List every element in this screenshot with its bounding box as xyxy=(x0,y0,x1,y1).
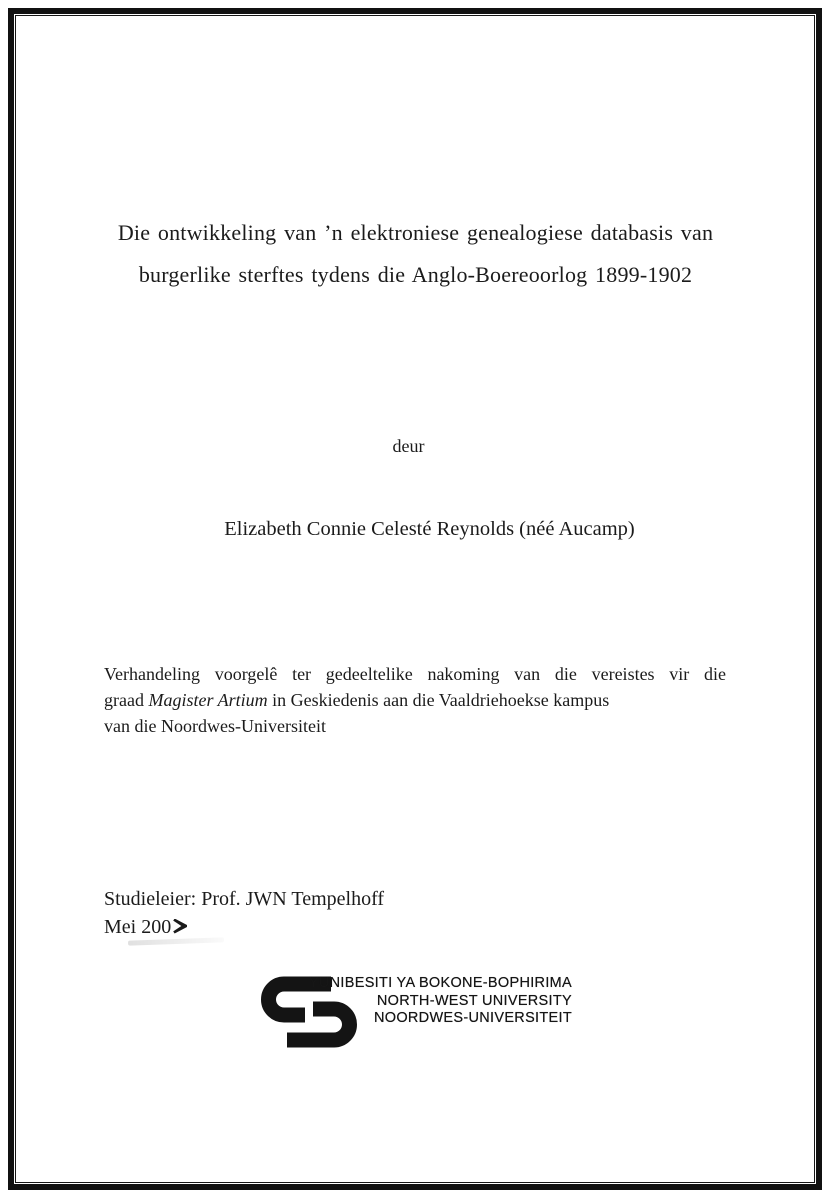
submission-statement xyxy=(104,661,726,739)
degree-name: Magister Artium xyxy=(148,690,268,710)
date-text: Mei 200 xyxy=(104,915,172,938)
imprint-block xyxy=(104,886,384,941)
university-name-english: NORTH-WEST UNIVERSITY xyxy=(376,992,572,1009)
submission-line1: Verhandeling voorgelê ter gedeeltelike nakoming van die vereistes vir die xyxy=(104,664,726,684)
submission-line2-post: in Geskiedenis aan die Vaaldriehoekse kampus xyxy=(267,690,610,710)
submission-line2-pre: graad xyxy=(104,690,149,710)
submission-line3: van die Noordwes-Universiteit xyxy=(104,716,326,736)
author-name: Elizabeth Connie Celesté Reynolds (néé Aucamp) xyxy=(224,518,635,540)
submission-line2 xyxy=(104,687,726,713)
university-logo xyxy=(257,970,587,1054)
university-name-afrikaans: NOORDWES-UNIVERSITEIT xyxy=(373,1010,572,1026)
supervisor-line: Studieleier: Prof. JWN Tempelhoff xyxy=(104,888,385,910)
stylized-seven-glyph xyxy=(173,919,187,934)
date-line xyxy=(104,914,384,942)
university-name-setswana: YUNIBESITI YA BOKONE-BOPHIRIMA xyxy=(308,975,572,991)
university-logo-text xyxy=(309,975,572,1028)
thesis-title-line2: burgerlike sterftes tydens die Anglo-Boereoorlog 1899-1902 xyxy=(138,262,693,287)
thesis-title-line1: Die ontwikkeling van ’n elektroniese genealogiese databasis van xyxy=(117,220,714,245)
thesis-title xyxy=(0,212,831,296)
byline-label: deur xyxy=(392,436,425,456)
